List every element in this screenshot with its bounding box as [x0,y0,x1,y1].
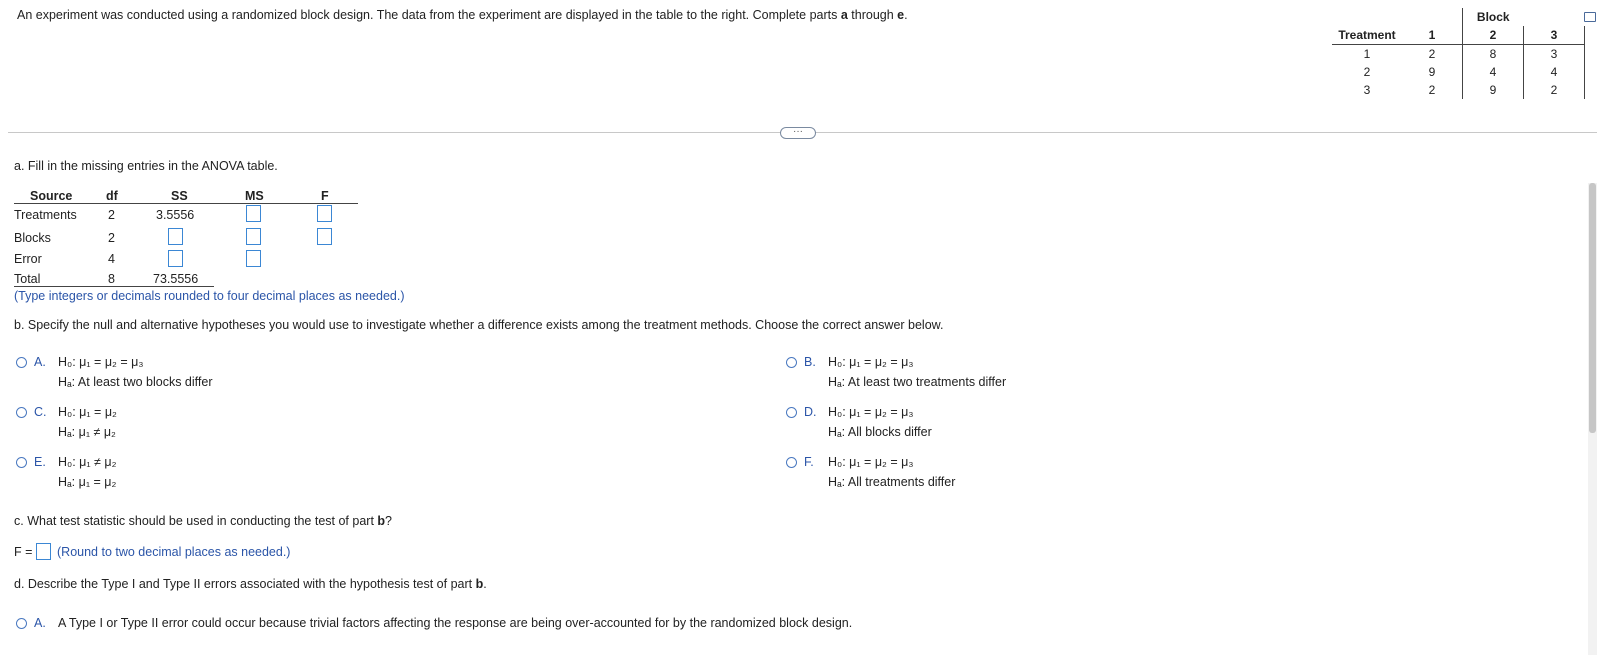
anova-source-total: Total [14,272,41,286]
part-a-prompt: a. Fill in the missing entries in the ANOVA table. [14,159,278,173]
anova-header-ms: MS [245,189,264,203]
option-h0: H₀: μ₁ = μ₂ = μ₃ [828,455,914,469]
data-cell: 4 [1524,63,1585,81]
f-treatments-input[interactable] [317,205,332,222]
radio-button[interactable] [16,618,27,629]
anova-header-f: F [321,189,329,203]
data-cell: 2 [1402,81,1463,99]
anova-footer-line [14,286,214,287]
ss-blocks-input[interactable] [168,228,183,245]
option-ha: Hₐ: μ₁ = μ₂ [58,475,117,489]
option-h0: H₀: μ₁ = μ₂ = μ₃ [828,355,914,369]
anova-df-treatments: 2 [108,208,115,222]
option-letter: E. [34,455,46,469]
anova-df-blocks: 2 [108,231,115,245]
data-cell: 9 [1402,63,1463,81]
part-d-prompt-text: d. Describe the Type I and Type II errors associated with the hypothesis test of part [14,577,476,591]
expand-button[interactable]: ··· [780,127,816,139]
intro-period: . [904,8,908,22]
popout-icon[interactable] [1584,12,1596,22]
ms-blocks-input[interactable] [246,228,261,245]
part-d-prompt-part: b [475,577,484,591]
ss-error-input[interactable] [168,250,183,267]
part-d-prompt-end: . [483,577,487,591]
block-header: Block [1476,10,1510,24]
anova-source-treatments: Treatments [14,208,77,222]
option-letter: C. [34,405,47,419]
option-h0: H₀: μ₁ ≠ μ₂ [58,455,117,469]
f-blocks-input[interactable] [317,228,332,245]
option-letter: B. [804,355,816,369]
option-ha: Hₐ: All blocks differ [828,425,932,439]
option-letter: A. [34,355,46,369]
data-table [1332,8,1585,99]
radio-button[interactable] [786,457,797,468]
anova-ss-total: 73.5556 [153,272,199,286]
radio-button[interactable] [16,407,27,418]
anova-df-total: 8 [108,272,115,286]
intro-text [17,8,908,22]
anova-ss-treatments: 3.5556 [156,208,195,222]
data-cell: 2 [1402,45,1463,64]
data-cell: 8 [1463,45,1524,64]
treatment-label: 3 [1363,83,1371,97]
treatment-label: 1 [1363,47,1371,61]
treatment-label: 2 [1363,65,1371,79]
data-cell: 3 [1524,45,1585,64]
anova-source-blocks: Blocks [14,231,51,245]
option-ha: Hₐ: At least two blocks differ [58,375,213,389]
anova-header-source: Source [30,189,73,203]
intro-part-a: a [840,8,848,22]
radio-button[interactable] [786,357,797,368]
option-ha: Hₐ: μ₁ ≠ μ₂ [58,425,116,439]
radio-button[interactable] [16,357,27,368]
anova-df-error: 4 [108,252,115,266]
ms-error-input[interactable] [246,250,261,267]
anova-header-line [14,203,358,204]
intro-through: through [847,8,898,22]
part-c-prompt-part: b [377,514,386,528]
intro-part-e: e [897,8,905,22]
option-ha: Hₐ: All treatments differ [828,475,956,489]
anova-header-ss: SS [171,189,188,203]
part-c-prompt-end: ? [385,514,392,528]
part-d-prompt [14,577,487,591]
option-text: A Type I or Type II error could occur because trivial factors affecting the response are being over-accounted for by the randomized block design. [58,616,853,630]
block-label: 1 [1402,26,1463,45]
intro-text-main: An experiment was conducted using a randomized block design. The data from the experiment are displayed in the table to the right. Complete parts [17,8,841,22]
f-statistic-input[interactable] [36,543,51,560]
part-b-prompt: b. Specify the null and alternative hypotheses you would use to investigate whether a difference exists among the treatment methods. Choose the correct answer below. [14,318,944,332]
anova-source-error: Error [14,252,42,266]
option-h0: H₀: μ₁ = μ₂ = μ₃ [58,355,144,369]
part-a-note: (Type integers or decimals rounded to four decimal places as needed.) [14,289,405,303]
radio-button[interactable] [786,407,797,418]
radio-button[interactable] [16,457,27,468]
data-cell: 2 [1524,81,1585,99]
treatment-header: Treatment [1332,26,1402,45]
data-cell: 4 [1463,63,1524,81]
scrollbar-thumb[interactable] [1589,183,1596,433]
option-letter: F. [804,455,814,469]
option-ha: Hₐ: At least two treatments differ [828,375,1007,389]
option-h0: H₀: μ₁ = μ₂ = μ₃ [828,405,914,419]
block-label: 2 [1463,26,1524,45]
block-label: 3 [1524,26,1585,45]
data-cell: 9 [1463,81,1524,99]
option-letter: D. [804,405,817,419]
f-statistic-label: F = [14,545,33,559]
option-h0: H₀: μ₁ = μ₂ [58,405,117,419]
ms-treatments-input[interactable] [246,205,261,222]
part-c-note: (Round to two decimal places as needed.) [57,545,291,559]
part-c-prompt [14,514,392,528]
option-letter: A. [34,616,46,630]
part-c-prompt-text: c. What test statistic should be used in conducting the test of part [14,514,378,528]
anova-header-df: df [106,189,118,203]
